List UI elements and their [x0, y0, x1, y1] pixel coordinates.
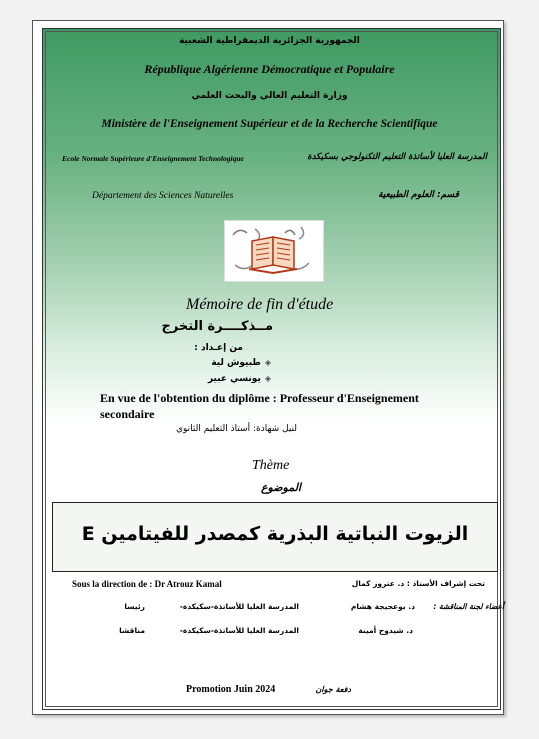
student-name-2: ◈يونسي عبير [207, 374, 271, 384]
diploma-french: En vue de l'obtention du diplôme : Professeur d'Enseignement secondaire [100, 391, 419, 421]
republic-arabic: الجمهورية الجزائرية الديمقراطية الشعبية [179, 36, 360, 46]
diploma-arabic: لنيل شهادة: أستاذ التعليم الثانوي [175, 424, 297, 434]
prepared-by-label: من إعـداد : [194, 343, 243, 353]
promotion-french: Promotion Juin 2024 [186, 684, 276, 695]
member1-school: المدرسة العليا للأساتذة-سكيكدة- [179, 602, 299, 611]
bullet-icon: ◈ [264, 358, 271, 367]
member2-role: مناقشا [119, 626, 145, 635]
school-logo [224, 220, 324, 282]
republic-french: République Algérienne Démocratique et Populaire [144, 62, 395, 76]
member2-name: د. شيدوح أمينة [358, 626, 413, 635]
department-french: Département des Sciences Naturelles [92, 191, 234, 201]
member1-role: رئيسا [124, 602, 145, 611]
bullet-icon: ◈ [264, 374, 271, 383]
ministry-french: Ministère de l'Enseignement Supérieur et de la Recherche Scientifique [101, 118, 438, 130]
ministry-arabic: وزارة التعليم العالي والبحث العلمي [191, 91, 348, 101]
memoir-title-arabic: مــذكــــرة التخرج [161, 319, 273, 334]
member1-name: د. بوعجيجة هشام [350, 602, 415, 611]
supervisor-arabic: تحت إشراف الأستاذ : د. عتروز كمال [351, 579, 485, 588]
student-name-1: ◈طبيوش لية [211, 358, 271, 368]
topic-box [52, 502, 498, 572]
direction-french: Sous la direction de : Dr Atrouz Kamal [72, 579, 222, 589]
memoir-title-french: Mémoire de fin d'étude [186, 296, 334, 313]
school-arabic: المدرسة العليا لأساتذة التعليم التكنولوجي بسكيكدة [307, 152, 487, 162]
department-arabic: قسم: العلوم الطبيعية [378, 190, 459, 200]
theme-label-french: Thème [252, 458, 290, 473]
committee-label: أعضاء لجنة المناقشة : [433, 602, 504, 611]
member2-school: المدرسة العليا للأساتذة-سكيكدة- [179, 626, 299, 635]
book-logo-icon [225, 221, 323, 281]
school-french: Ecole Normale Supérieure d'Enseignement Technologique [62, 154, 244, 163]
thesis-topic: الزيوت النباتية البذرية كمصدر للفيتامين E [81, 523, 469, 545]
promotion-arabic: دفعة جوان [315, 685, 351, 694]
theme-label-arabic: الموضوع [260, 481, 301, 494]
